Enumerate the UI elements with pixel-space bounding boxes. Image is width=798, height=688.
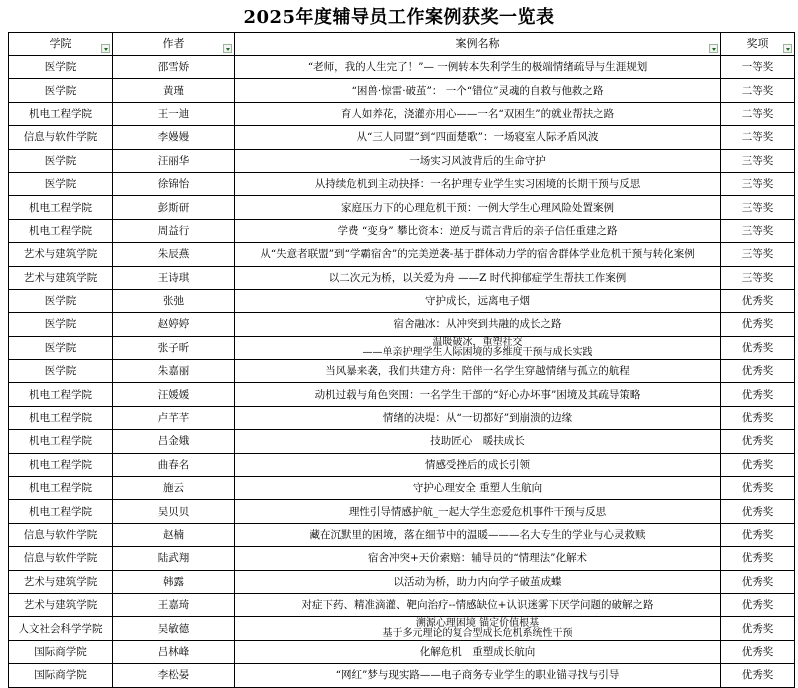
case-title-line: 育人如养花，浇灌亦用心——一名“双困生”的就业帮扶之路: [340, 107, 615, 120]
table-row: [9, 360, 795, 383]
table-row: [9, 593, 795, 616]
table-row: [9, 640, 795, 663]
case-title-cell[interactable]: [235, 477, 721, 500]
college-cell[interactable]: 医学院: [9, 360, 113, 383]
college-cell[interactable]: 医学院: [9, 56, 113, 79]
author-cell[interactable]: 吴敏德: [113, 617, 235, 640]
table-row: [9, 313, 795, 336]
header-case: [235, 33, 721, 56]
case-title-cell[interactable]: [235, 243, 721, 266]
case-title-line: 情绪的决堤：从“一切都好”到崩溃的边缘: [382, 412, 573, 425]
case-title-cell[interactable]: [235, 617, 721, 640]
case-title-line: “网红”梦与现实路——电子商务专业学生的职业锚寻找与引导: [335, 669, 620, 682]
case-title-cell[interactable]: [235, 500, 721, 523]
case-title-cell[interactable]: [235, 360, 721, 383]
award-cell[interactable]: 优秀奖: [721, 664, 795, 687]
college-cell[interactable]: 机电工程学院: [9, 406, 113, 429]
table-row: [9, 56, 795, 79]
case-title-line: 守护成长，远离电子烟: [425, 295, 530, 308]
award-cell[interactable]: 三等奖: [721, 172, 795, 195]
case-title-line: ——单亲护理学生人际困境的多维度干预与成长实践: [362, 346, 593, 358]
college-cell[interactable]: 机电工程学院: [9, 219, 113, 242]
college-cell[interactable]: 艺术与建筑学院: [9, 593, 113, 616]
author-cell[interactable]: 邵雪娇: [113, 56, 235, 79]
case-title-line: 以活动为桥，助力内向学子破茧成蝶: [393, 575, 562, 588]
award-cell[interactable]: 优秀奖: [721, 360, 795, 383]
case-title-cell[interactable]: [235, 102, 721, 125]
college-cell[interactable]: 机电工程学院: [9, 102, 113, 125]
case-title-cell[interactable]: [235, 196, 721, 219]
college-cell[interactable]: 机电工程学院: [9, 453, 113, 476]
table-row: [9, 79, 795, 102]
table-row: [9, 336, 795, 359]
case-title-line: 动机过载与角色突围：一名学生干部的“好心办坏事”困境及其疏导策略: [314, 388, 641, 401]
header-award-label: 奖项: [746, 37, 769, 50]
college-cell[interactable]: 机电工程学院: [9, 196, 113, 219]
filter-dropdown-icon[interactable]: [223, 44, 232, 53]
table-row: [9, 243, 795, 266]
award-cell[interactable]: 三等奖: [721, 266, 795, 289]
table-row: [9, 664, 795, 687]
award-cell[interactable]: 三等奖: [721, 149, 795, 172]
author-cell[interactable]: 吕林峰: [113, 640, 235, 663]
author-cell[interactable]: 朱辰燕: [113, 243, 235, 266]
college-cell[interactable]: 信息与软件学院: [9, 126, 113, 149]
case-title-cell[interactable]: [235, 219, 721, 242]
filter-dropdown-icon[interactable]: [709, 44, 718, 53]
college-cell[interactable]: 信息与软件学院: [9, 523, 113, 546]
author-cell[interactable]: 汪丽华: [113, 149, 235, 172]
case-title-line: 理性引导情感护航_一起大学生恋爱危机事件干预与反思: [348, 505, 607, 518]
filter-dropdown-icon[interactable]: [783, 44, 792, 53]
case-title-line: 以二次元为桥，以关爱为舟 ——Z 时代抑郁症学生帮扶工作案例: [328, 271, 627, 284]
case-title-line: 家庭压力下的心理危机干预：一例大学生心理风险处置案例: [341, 201, 614, 214]
award-cell[interactable]: 三等奖: [721, 243, 795, 266]
author-cell[interactable]: 卢芊芊: [113, 406, 235, 429]
table-row: [9, 430, 795, 453]
case-title-line: 守护心理安全 重塑人生航向: [412, 482, 543, 495]
header-author-label: 作者: [162, 37, 185, 50]
award-cell[interactable]: 优秀奖: [721, 593, 795, 616]
header-college: [9, 33, 113, 56]
award-cell[interactable]: 一等奖: [721, 56, 795, 79]
table-row: [9, 266, 795, 289]
college-cell[interactable]: 医学院: [9, 289, 113, 312]
table-row: [9, 570, 795, 593]
award-cell[interactable]: 优秀奖: [721, 430, 795, 453]
author-cell[interactable]: 彭斯研: [113, 196, 235, 219]
case-title-cell[interactable]: [235, 640, 721, 663]
case-title-cell[interactable]: [235, 336, 721, 359]
case-title-cell[interactable]: [235, 406, 721, 429]
college-cell[interactable]: 艺术与建筑学院: [9, 266, 113, 289]
case-title-line: 宿舍冲突+天价索赔：辅导员的“情理法”化解术: [367, 552, 588, 565]
table-row: [9, 149, 795, 172]
college-cell[interactable]: 艺术与建筑学院: [9, 570, 113, 593]
case-title-line: 化解危机 重塑成长航向: [419, 645, 536, 658]
table-row: [9, 172, 795, 195]
case-title-line: 温暖破冰，重塑社交: [432, 336, 523, 348]
college-cell[interactable]: 机电工程学院: [9, 500, 113, 523]
case-title-line: 从持续危机到主动抉择：一名护理专业学生实习困境的长期干预与反思: [314, 178, 641, 191]
case-title-line: 一场实习风波背后的生命守护: [409, 154, 546, 167]
award-cell[interactable]: 三等奖: [721, 219, 795, 242]
author-cell[interactable]: 王嘉琦: [113, 593, 235, 616]
author-cell[interactable]: 李松晏: [113, 664, 235, 687]
header-case-label: 案例名称: [455, 37, 500, 50]
award-cell[interactable]: 优秀奖: [721, 289, 795, 312]
case-title-cell[interactable]: [235, 79, 721, 102]
case-title-line: “老师，我的人生完了！”— 一例转本失利学生的极端情绪疏导与生涯规划: [307, 61, 648, 74]
case-title-cell[interactable]: [235, 664, 721, 687]
author-cell[interactable]: 汪媛媛: [113, 383, 235, 406]
table-row: [9, 547, 795, 570]
case-title-cell[interactable]: [235, 56, 721, 79]
header-author: [113, 33, 235, 56]
table-row: [9, 453, 795, 476]
award-cell[interactable]: 优秀奖: [721, 453, 795, 476]
case-title-line: 当风暴来袭，我们共建方舟：陪伴一名学生穿越情绪与孤立的航程: [325, 365, 630, 378]
table-row: [9, 126, 795, 149]
case-title-cell[interactable]: [235, 570, 721, 593]
author-cell[interactable]: 施云: [113, 477, 235, 500]
case-title-cell[interactable]: [235, 289, 721, 312]
table-row: [9, 477, 795, 500]
author-cell[interactable]: 徐锦怡: [113, 172, 235, 195]
author-cell[interactable]: 周益行: [113, 219, 235, 242]
college-cell[interactable]: 机电工程学院: [9, 477, 113, 500]
case-title-cell[interactable]: [235, 523, 721, 546]
college-cell[interactable]: 机电工程学院: [9, 383, 113, 406]
college-cell[interactable]: 医学院: [9, 336, 113, 359]
case-title-line: 从“三人同盟”到“四面楚歌”：一场寝室人际矛盾风波: [356, 131, 599, 144]
author-cell[interactable]: 吕金娥: [113, 430, 235, 453]
college-cell[interactable]: 医学院: [9, 172, 113, 195]
author-cell[interactable]: 朱嘉丽: [113, 360, 235, 383]
case-title-line: 学费 “变身” 攀比资本：逆反与谎言背后的亲子信任重建之路: [337, 224, 618, 237]
award-cell[interactable]: 优秀奖: [721, 406, 795, 429]
table-row: [9, 219, 795, 242]
award-cell[interactable]: 三等奖: [721, 196, 795, 219]
case-title-cell[interactable]: [235, 383, 721, 406]
author-cell[interactable]: 李嫚嫚: [113, 126, 235, 149]
table-row: [9, 617, 795, 640]
award-cell[interactable]: 二等奖: [721, 102, 795, 125]
college-cell[interactable]: 医学院: [9, 79, 113, 102]
author-cell[interactable]: 张子昕: [113, 336, 235, 359]
case-title-line: “困兽·惊雷·破茧”： 一个“错位”灵魂的自救与他救之路: [351, 84, 604, 97]
author-cell[interactable]: 张弛: [113, 289, 235, 312]
table-row: [9, 289, 795, 312]
author-cell[interactable]: 王一迪: [113, 102, 235, 125]
case-title-line: 基于多元理论的复合型成长危机系统性干预: [382, 627, 573, 639]
award-cell[interactable]: 优秀奖: [721, 640, 795, 663]
college-cell[interactable]: 国际商学院: [9, 664, 113, 687]
college-cell[interactable]: 医学院: [9, 313, 113, 336]
case-title-cell[interactable]: [235, 453, 721, 476]
award-cell[interactable]: 优秀奖: [721, 383, 795, 406]
table-row: [9, 500, 795, 523]
college-cell[interactable]: 国际商学院: [9, 640, 113, 663]
case-title-line: 情感受挫后的成长引领: [425, 458, 530, 471]
table-row: [9, 383, 795, 406]
author-cell[interactable]: 曲春名: [113, 453, 235, 476]
award-cell[interactable]: 优秀奖: [721, 477, 795, 500]
case-title-cell[interactable]: [235, 266, 721, 289]
case-title-cell[interactable]: [235, 593, 721, 616]
case-title-cell[interactable]: [235, 126, 721, 149]
case-title-cell[interactable]: [235, 172, 721, 195]
college-cell[interactable]: 艺术与建筑学院: [9, 243, 113, 266]
table-body: [9, 56, 795, 688]
college-cell[interactable]: 医学院: [9, 149, 113, 172]
author-cell[interactable]: 陆武翔: [113, 547, 235, 570]
award-cell[interactable]: 二等奖: [721, 126, 795, 149]
award-cell[interactable]: 优秀奖: [721, 547, 795, 570]
header-row: [9, 33, 795, 56]
case-title-line: 从“失意者联盟”到“学霸宿舍”的完美逆袭-基于群体动力学的宿舍群体学业危机干预与转化案例: [260, 248, 695, 261]
author-cell[interactable]: 赵婷婷: [113, 313, 235, 336]
award-cell[interactable]: 优秀奖: [721, 313, 795, 336]
award-cell[interactable]: 优秀奖: [721, 500, 795, 523]
case-title-line: 藏在沉默里的困境，落在细节中的温暖———名大专生的学业与心灵救赎: [309, 529, 646, 541]
award-cell[interactable]: 二等奖: [721, 79, 795, 102]
case-title-cell[interactable]: [235, 430, 721, 453]
filter-dropdown-icon[interactable]: [101, 44, 110, 53]
award-cell[interactable]: 优秀奖: [721, 570, 795, 593]
case-title-cell[interactable]: [235, 313, 721, 336]
table-row: [9, 406, 795, 429]
case-title-cell[interactable]: [235, 547, 721, 570]
author-cell[interactable]: 王诗琪: [113, 266, 235, 289]
case-title-line: 对症下药、精准滴灌、靶向治疗--情感缺位+认识迷雾下厌学问题的破解之路: [301, 599, 654, 612]
award-cell[interactable]: 优秀奖: [721, 617, 795, 640]
table-row: [9, 102, 795, 125]
author-cell[interactable]: 赵楠: [113, 523, 235, 546]
author-cell[interactable]: 吴贝贝: [113, 500, 235, 523]
header-award: [721, 33, 795, 56]
award-cell[interactable]: 优秀奖: [721, 336, 795, 359]
case-title-line: 宿舍融冰：从冲突到共融的成长之路: [393, 318, 562, 331]
college-cell[interactable]: 机电工程学院: [9, 430, 113, 453]
case-title-line: 技助匠心 暖扶成长: [430, 435, 525, 448]
award-table: [8, 32, 795, 688]
college-cell[interactable]: 人文社会科学学院: [9, 617, 113, 640]
table-row: [9, 196, 795, 219]
author-cell[interactable]: 韩露: [113, 570, 235, 593]
header-college-label: 学院: [49, 37, 72, 50]
award-cell[interactable]: 优秀奖: [721, 523, 795, 546]
table-row: [9, 523, 795, 546]
sheet-title: 2025年度辅导员工作案例获奖一览表: [243, 7, 555, 28]
case-title-cell[interactable]: [235, 149, 721, 172]
author-cell[interactable]: 黄瑾: [113, 79, 235, 102]
case-title-line: 溯源心理困境 锚定价值根基: [415, 617, 540, 629]
college-cell[interactable]: 信息与软件学院: [9, 547, 113, 570]
